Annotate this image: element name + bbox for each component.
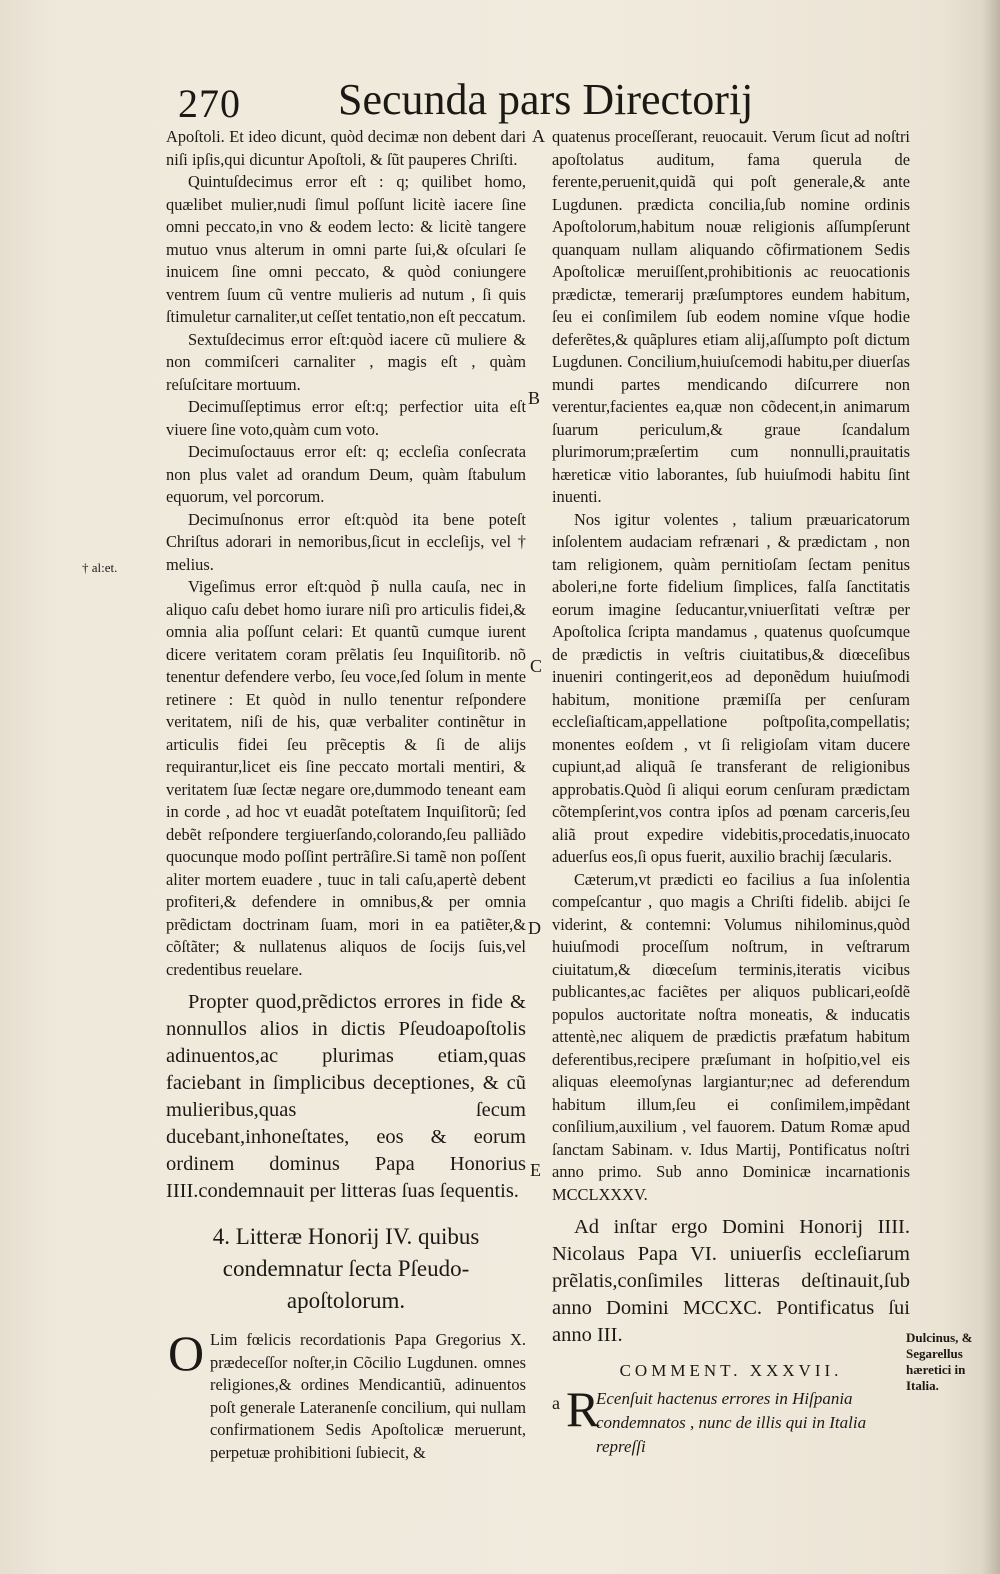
left-margin-note: † al:et. [82, 560, 118, 575]
comment-text: Ecenſuit hactenus errores in Hiſpania condemnatos , nunc de illis qui in Italia repreſſi [596, 1389, 867, 1456]
large-paragraph: Propter quod,prẽdictos errores in fide & nonnullos alios in dictis Pſeudoapoſtolis adinuentos,ac plurimas etiam,quas faciebant in ſimplicibus deceptiones, & cũ mulieribus,quas ſecum ducebant,inhoneſtates, eos & eorum ordinem dominus Papa Honorius IIII.condemnauit per litteras ſuas ſequentis. [166, 991, 526, 1202]
paragraph: Vigeſimus error eſt:quòd p̃ nulla cauſa, nec in aliquo caſu debet homo iurare niſi pro articulis fidei,& omnia alia poſſunt celari: Et quantũ cumque iurent dicere veritatem coram prẽlatis ſeu Inquiſitorib. nõ tenentur defendere verbo, ſeu voce,ſed ſolum in mente retinere : Et quòd in nullo tenentur reſpondere veritatem, niſi de his, quæ verbaliter continẽtur in articulis fidei ſeu prẽceptis & ſi de alijs requirantur,licet eis ſine peccato mortali mentiri, & veritatem ſuæ ſectæ negare ore,dummodo teneant eam in corde , ad hoc vt euadãt poteſtatem Inquiſitorũ; ſed debẽt reſpondere tergiuerſando,colorando,ſeu palliãdo quocunque modo poſſint pertrãſire.Si tamẽ non poſſent aliter mortem euadere , tuuc in tali caſu,apertè debent profiteri,& defendere in omnibus,& per omnia prẽdictam doctrinam ſuam, mori in ea patiẽter,& cõſtãter; & nullatenus aliquos de ſocijs ſuis,vel credentibus reuelare. [166, 577, 526, 979]
right-column [552, 126, 910, 1459]
paragraph: quatenus proceſſerant, reuocauit. Verum ſicut ad noſtri apoſtolatus auditum, fama querula de ferente,peruenit,quidã qui poſt generale,& ante Lugdunen. prædicta concilia,ſub nomine ordinis Apoſtolorum,habitum nouæ religionis aſſumpſerunt quanquam nullam aliquando cõfirmationem Sedis Apoſtolicæ meruiſſent,prohibitionis ac reuocationis prædictæ, temerarij præſumptores eundem habitum, ſeu ei conſimilem ſub eodem nomine vſque hodie deferẽtes,& quãplures etiam alij,aſſumpto poſt dictum Lugdunen. Concilium,huiuſcemodi habitu,per diuerſas mundi partes mendicando diſcurrere non verentur,facientes ea,quæ non cõdecent,in animarum ſuarum periculum,& graue ſcandalum plurimorum;præſertim cum nonnulli,prauitatis hæreticæ vitio laborantes, ſub huiuſmodi habitu ſint inuenti. [552, 127, 910, 506]
margin-letter-a: A [532, 126, 545, 146]
page-header [178, 70, 754, 126]
page-number: 270 [178, 81, 241, 126]
side-note: Dulcinus, & Segarellus hæretici in Italia. [906, 1330, 973, 1393]
comment-heading: COMMENT. XXXVII. [619, 1361, 843, 1380]
page-edge-shadow [982, 0, 1000, 1574]
paragraph: Nos igitur volentes , talium præuaricatorum inſolentem audaciam refrænari , & prædictam , non tam religionem, quàm pernitioſam ſectam penitus aboleri,ne forte fidelium ſimplices, falſa ſanctitatis eorum imagine ſeducantur,vniuerſitati veſtræ per Apoſtolica ſcripta mandamus , quatenus quoſcumque de prædictis in veſtris ciuitatibus,& diœceſibus inueniri contingerit,eos ad deponẽdum huiuſmodi habitum, monitione præmiſſa per cenſuram eccleſiaſticam,appellatione poſtpoſita,compellatis; monentes eoſdem , vt ſi religioſam vitam ducere cupiunt,ad aliquã ſe transferant de religionibus approbatis.Quòd ſi aliqui eorum cenſuram prædictam cõtempſerint,vos contra ipſos ad pœnam carceris,ſeu aliã prout expedire videbitis,procedatis,inuocato aduerſus eos,ſi opus fuerit, auxilio brachij ſæcularis. [552, 509, 910, 866]
left-column [166, 126, 526, 1464]
margin-letter-c: C [530, 656, 543, 676]
paragraph: Decimuſnonus error eſt:quòd ita bene poteſt Chriſtus adorari in nemoribus,ſicut in eccleſijs, vel † melius. [166, 509, 526, 574]
paragraph: Cæterum,vt prædicti eo facilius a ſua inſolentia compeſcantur , quo magis a Chriſti fidelib. abijci ſe viderint, & contemni: Volumus nihilominus,quòd huiuſmodi proceſſum noſtrum, in veſtrarum ciuitatum,& diœceſum terminis,iteratis vicibus publicantes,ac faciẽtes per aliquos publicari,eoſdẽ populos auctoritate noſtra moneatis, & inducatis attentè,nec aliquem de prædictis præfatum habitum deferentibus,recipere præſumant in hoſpitio,vel eis aliquas eleemoſynas largiantur;nec ad deferendum habitum illum,ſeu ei conſimilem,impẽdant conſilium,auxilium , vel fauorem. Datum Romæ apud ſanctam Sabinam. v. Idus Martij, Pontificatus noſtri anno primo. Sub anno Dominicæ incarnationis MCCLXXXV. [552, 869, 910, 1204]
paragraph: Decimuſſeptimus error eſt:q; perfectior uita eſt viuere ſine voto,quàm cum voto. [166, 397, 526, 439]
paragraph: Quintuſdecimus error eſt : q; quilibet homo, quælibet mulier,nudi ſimul poſſunt licitè iacere ſine omni peccato,in vno & eodem lecto: & licitè tangere mutuo vnus alterum in omni parte ſui,& oſculari ſe inuicem ſine omni peccato, & quòd coniungere ventrem ſuum cũ ventre mulieris ad nutum , ſi quis ſtimuletur carnaliter,ut ceſſet tentatio,non eſt peccatum. [166, 172, 526, 326]
margin-letter-d: D [528, 918, 541, 938]
comment-drop-cap: R [566, 1381, 600, 1437]
paragraph: Apoſtoli. Et ideo dicunt, quòd decimæ non debent dari niſi ipſis,qui dicuntur Apoſtoli, & ſũt pauperes Chriſti. [166, 127, 526, 169]
comment-paragraph [552, 1381, 910, 1459]
comment-margin-letter: a [552, 1393, 560, 1413]
paragraph: Decimuſoctauus error eſt: q; eccleſia conſecrata non plus valet ad orandum Deum, quàm ſtabulum equorum, vel porcorum. [166, 442, 526, 506]
margin-letter-e: E [530, 1160, 541, 1180]
letter-opening-text: Lim fœlicis recordationis Papa Gregorius X. prædeceſſor noſter,in Cõcilio Lugdunen. omnes religiones,& ordines Mendicantiũ, adinuentos poſt generale Lateranenſe concilium, qui nullam confirmationem Sedis Apoſtolicæ meruerunt, perpetuæ prohibitioni ſubiecit, & [210, 1330, 526, 1462]
letter-opening-paragraph [166, 1325, 526, 1464]
drop-cap: O [168, 1325, 205, 1381]
section-heading: 4. Litteræ Honorij IV. quibus condemnatur ſecta Pſeudo-apoſtolorum. [212, 1224, 480, 1313]
running-title: Secunda pars Directorij [338, 75, 754, 124]
large-paragraph: Ad inſtar ergo Domini Honorij IIII. Nicolaus Papa VI. uniuerſis eccleſiarum prẽlatis,conſimiles litteras deſtinauit,ſub anno Domini MCCXC. Pontificatus ſui anno III. [552, 1216, 910, 1346]
margin-letter-b: B [528, 388, 541, 408]
paragraph: Sextuſdecimus error eſt:quòd iacere cũ muliere & non commiſceri carnaliter , magis eſt , quàm reſuſcitare mortuum. [166, 329, 526, 394]
